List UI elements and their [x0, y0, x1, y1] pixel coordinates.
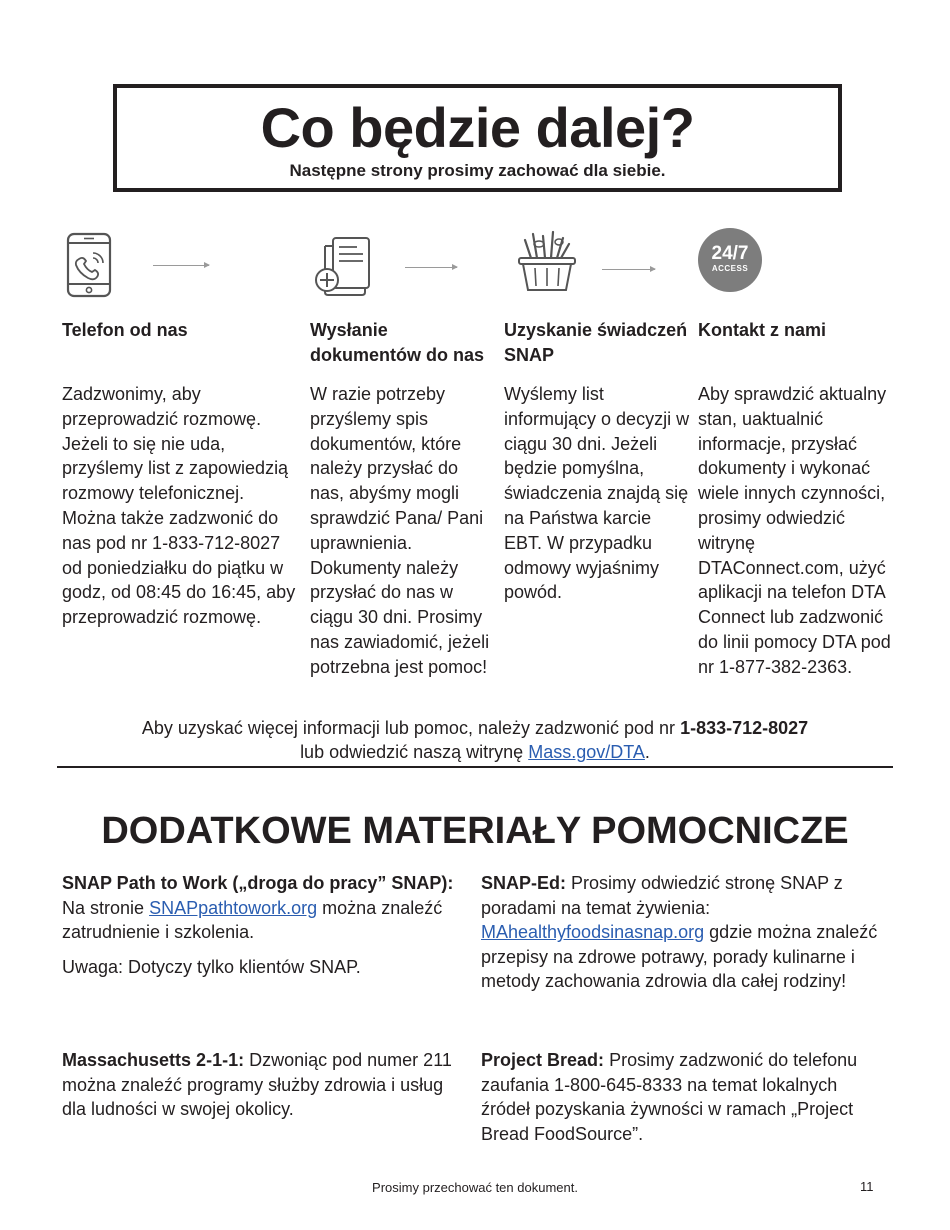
- flow-arrow: [602, 269, 655, 270]
- resource-text: Dzwoniąc pod numer 211 można znaleźć programy służby zdrowia i usług dla ludności w swojej okolicy.: [62, 1050, 452, 1120]
- contact-period: .: [644, 742, 650, 762]
- footer-note: Prosimy przechować ten dokument.: [372, 1180, 578, 1195]
- resources-title: DODATKOWE MATERIAŁY POMOCNICZE: [101, 810, 849, 852]
- step-title: Telefon od nas: [62, 320, 188, 340]
- step-column-benefits: [504, 318, 690, 605]
- ma-healthy-foods-link[interactable]: MAhealthyfoodsinasnap.org: [481, 922, 705, 943]
- page-subtitle: Następne strony prosimy zachować dla siebie.: [289, 161, 666, 180]
- grocery-basket-icon: [517, 230, 577, 294]
- flow-arrow: [405, 267, 457, 268]
- resource-ma-211: [62, 1048, 470, 1122]
- section-divider: [57, 766, 893, 768]
- page-number: 11: [860, 1179, 874, 1194]
- resource-text: Prosimy zadzwonić do telefonu zaufania 1-800-645-8333 na temat lokalnych źródeł pozyskania żywności w ramach „Project Bread FoodSource”.: [481, 1050, 858, 1144]
- resource-text: można znaleźć zatrudnienie i szkolenia.: [62, 897, 443, 943]
- badge-label: 24/7: [711, 243, 749, 264]
- resource-label: SNAP Path to Work („droga do pracy” SNAP):: [62, 873, 454, 893]
- contact-phone: 1-833-712-8027: [680, 718, 809, 738]
- phone-icon: [66, 232, 112, 298]
- step-body: Wyślemy list informujący o decyzji w ciągu 30 dni. Jeżeli będzie pomyślna, świadczenia znajdą się na Państwa karcie EBT. W przypadku odmowy wyjaśnimy powód.: [504, 384, 690, 603]
- resource-path-to-work: [62, 871, 472, 979]
- resource-snap-ed: [481, 871, 889, 994]
- flow-arrow: [153, 265, 209, 266]
- resource-text: Prosimy odwiedzić stronę SNAP z poradami na temat żywienia:: [481, 873, 843, 918]
- resource-text: Na stronie: [62, 897, 145, 918]
- step-title: Kontakt z nami: [698, 320, 827, 340]
- resource-label: SNAP-Ed:: [481, 873, 566, 893]
- step-column-phone: [62, 318, 296, 630]
- resource-text: gdzie można znaleźć przepisy na zdrowe potrawy, porady kulinarne i metody zachowania zdrowia dla całej rodziny!: [481, 922, 878, 992]
- header-box: [113, 84, 842, 192]
- step-body: Zadzwonimy, aby przeprowadzić rozmowę. Jeżeli to się nie uda, przyślemy list z zapowiedzią rozmowy telefonicznej. Można także zadzwonić do nas pod nr 1-833-712-8027 od poniedziałku do piątku w godz, od 08:45 do 16:45, aby przeprowadzić rozmowę.: [62, 384, 296, 628]
- step-column-documents: [310, 318, 496, 680]
- contact-text: Aby uzyskać więcej informacji lub pomoc, należy zadzwonić pod nr: [141, 718, 676, 738]
- step-column-contact: [698, 318, 896, 680]
- step-title: Wysłanie dokumentów do nas: [310, 320, 485, 365]
- contact-text-2: lub odwiedzić naszą witrynę: [300, 742, 524, 762]
- resource-note: Uwaga: Dotyczy tylko klientów SNAP.: [62, 956, 361, 977]
- page-title: Co będzie dalej?: [260, 96, 695, 159]
- resource-label: Project Bread:: [481, 1050, 605, 1070]
- badge-sublabel: ACCESS: [711, 264, 749, 273]
- step-body: Aby sprawdzić aktualny stan, uaktualnić informacje, przysłać dokumenty i wykonać wiele innych czynności, prosimy odwiedzić witrynę DTAConnect.com, użyć aplikacji na telefon DTA Connect lub zadzwonić do linii pomocy DTA pod nr 1-877-382-2363.: [698, 384, 891, 677]
- step-body: W razie potrzeby przyślemy spis dokumentów, które należy przysłać do nas, abyśmy mogli sprawdzić Pana/ Pani uprawnienia. Dokumenty należy przysłać do nas w ciągu 30 dni. Prosimy nas zawiadomić, jeżeli potrzebna jest pomoc!: [310, 384, 490, 677]
- step-title: Uzyskanie świadczeń SNAP: [504, 320, 688, 365]
- document-add-icon: [313, 236, 373, 298]
- snap-path-to-work-link[interactable]: SNAPpathtowork.org: [149, 897, 318, 918]
- resource-label: Massachusetts 2-1-1:: [62, 1050, 245, 1070]
- mass-gov-dta-link[interactable]: Mass.gov/DTA: [528, 742, 645, 762]
- access-24-7-icon: [698, 228, 762, 292]
- contact-info: [0, 716, 950, 764]
- resource-project-bread: [481, 1048, 891, 1146]
